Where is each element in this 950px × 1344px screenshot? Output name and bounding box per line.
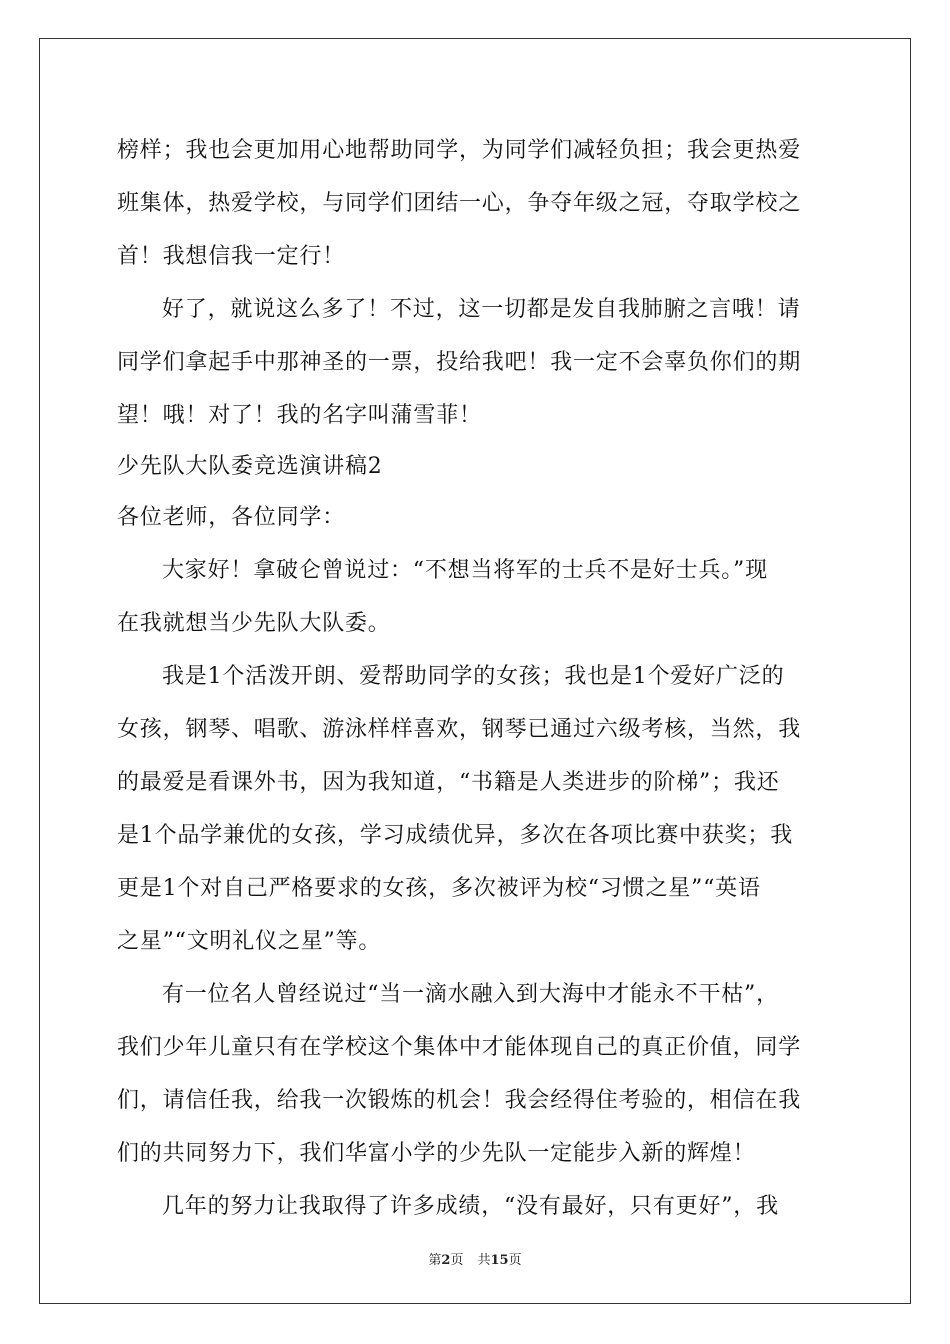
- text-line: 各位老师，各位同学：: [117, 505, 346, 530]
- text-line: 是1个品学兼优的女孩，学习成绩优异，多次在各项比赛中获奖；我: [117, 823, 793, 848]
- page-prefix: 第: [428, 1253, 442, 1268]
- text-line: 们，请信任我，给我一次锻炼的机会！我会经得住考验的，相信在我: [117, 1088, 802, 1113]
- text-line: 大家好！拿破仑曾说过：“不想当将军的士兵不是好士兵。”现: [162, 558, 768, 583]
- text-line: 的最爱是看课外书，因为我知道，“书籍是人类进步的阶梯”；我还: [117, 770, 780, 795]
- text-line: 之星”“文明礼仪之星”等。: [117, 929, 382, 954]
- text-line: 们的共同努力下，我们华富小学的少先队一定能步入新的辉煌！: [117, 1141, 756, 1166]
- page-footer: [0, 1249, 950, 1268]
- text-line: 几年的努力让我取得了许多成绩，“没有最好，只有更好”，我: [162, 1194, 779, 1219]
- total-suffix: 页: [508, 1253, 522, 1268]
- page-suffix: 页: [450, 1253, 464, 1268]
- text-line: 好了，就说这么多了！不过，这一切都是发自我肺腑之言哦！请: [162, 297, 801, 322]
- text-line: 女孩，钢琴、唱歌、游泳样样喜欢，钢琴已通过六级考核，当然，我: [117, 717, 802, 742]
- text-line: 班集体，热爱学校，与同学们团结一心，争夺年级之冠，夺取学校之: [117, 191, 802, 216]
- text-line: 有一位名人曾经说过“当一滴水融入到大海中才能永不干枯”，: [162, 982, 779, 1007]
- text-line: 在我就想当少先队大队委。: [117, 611, 391, 636]
- text-line: 我是1个活泼开朗、爱帮助同学的女孩；我也是1个爱好广泛的: [162, 664, 785, 689]
- text-line: 首！我想信我一定行！: [117, 244, 346, 269]
- text-line: 榜样；我也会更加用心地帮助同学，为同学们减轻负担；我会更热爱: [117, 138, 802, 163]
- document-body: [117, 124, 833, 1233]
- text-line: 同学们拿起手中那神圣的一票，投给我吧！我一定不会辜负你们的期: [117, 350, 802, 375]
- text-line: 我们少年儿童只有在学校这个集体中才能体现自己的真正价值，同学: [117, 1035, 802, 1060]
- text-line: 更是1个对自己严格要求的女孩，多次被评为校“习惯之星”“英语: [117, 876, 761, 901]
- section-heading: 少先队大队委竞选演讲稿2: [117, 454, 383, 479]
- page-number: 2: [441, 1253, 451, 1268]
- total-prefix: 共: [477, 1253, 491, 1268]
- total-pages: 15: [490, 1253, 509, 1268]
- text-line: 望！哦！对了！我的名字叫蒲雪菲！: [117, 403, 482, 428]
